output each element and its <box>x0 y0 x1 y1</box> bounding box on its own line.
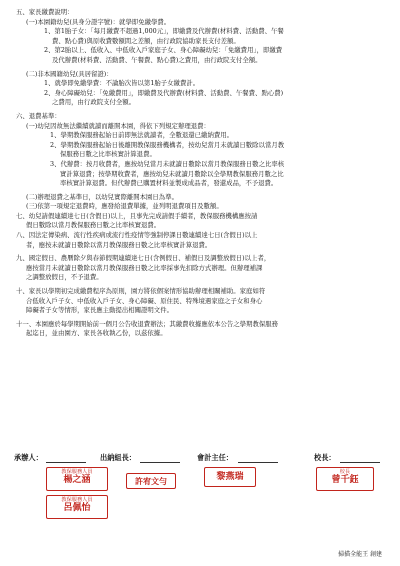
undertaker-second-stamp-title: 教保服務人員 <box>61 497 93 503</box>
document-body <box>14 8 386 339</box>
text-line: 八、因法定傳染病、流行性疾病或流行性疫情等強制停課日數連續達七日(含假日)以上 <box>16 231 258 240</box>
accounting-stamp <box>204 467 256 487</box>
undertaker-stamp <box>46 467 108 491</box>
signature-block <box>0 453 400 533</box>
text-line: 十、家長以學期初完成繳費程序為原則，園方將依個案情形協助辦理相關補助。家庭如符 <box>16 287 266 296</box>
unit-head-signature-line <box>140 462 180 463</box>
principal-stamp-title: 校長 <box>339 469 351 475</box>
text-line: 及代辦費(材料費、活動費、午餐費、點心費)之費用，由行政院支付全額。 <box>52 55 262 64</box>
undertaker-signature-line <box>46 462 86 463</box>
text-line: 之費用，由行政院支付全額。 <box>52 98 136 107</box>
principal-stamp <box>316 467 374 491</box>
text-line: (一)幼兒因故無法繼續就讀而離開本園，得依下列規定辦理退費： <box>26 121 210 130</box>
text-line: 六、退費基準： <box>16 111 61 120</box>
text-line: 2、第2胎以上、低收入、中低收入戶家庭子女、身心障礙幼兒：「免繳費用」，即繳費 <box>44 46 283 55</box>
text-line: 十一、本園應於每學期開始前一個月公告收退費辦法；其繳費收據應依本公告之學期教保服務 <box>16 319 279 328</box>
principal-stamp-name: 曾千鈺 <box>331 475 359 485</box>
unit-head-stamp-name: 許宥文勻 <box>135 476 167 486</box>
text-line: 應按當月未就讀日數除以當月教保服務日數之比率採事先扣除方式辦理。但辦理補課 <box>26 263 263 272</box>
text-line: 障礙者子女等情形，家長應主動提出相關證明文件。 <box>26 306 173 315</box>
accounting-signature-line <box>238 462 278 463</box>
principal-label: 校長： <box>314 453 336 462</box>
text-line: 1、第1胎子女：「每月繳費不超過1,000元」，即繳費及代辦費(材料費、活動費、午餐 <box>44 27 284 36</box>
text-line: 之調整放假日，不予退費。 <box>26 273 103 282</box>
accounting-stamp-name: 黎燕瑞 <box>216 472 244 482</box>
text-line: 1、就學即免繳學費：不論胎次皆以第1胎子女繳費計。 <box>44 79 200 88</box>
text-line: 五、家長繳費說明： <box>16 8 74 16</box>
undertaker-label: 承辦人： <box>14 453 43 462</box>
principal-signature-line <box>340 462 380 463</box>
text-line: 合低收入戶子女、中低收入戶子女、身心障礙、原住民、特殊境遇家庭之子女和身心 <box>26 296 263 305</box>
undertaker-second-stamp <box>46 495 108 519</box>
undertaker-second-stamp-name: 呂佩怡 <box>63 503 91 513</box>
text-line: 保服務日數之比率核實計算退費。 <box>60 150 156 159</box>
text-line: 九、國定假日、農曆除夕與春節假期連續達七日(含例假日、補假日及調整放假日)以上者， <box>16 254 271 263</box>
text-line: 費、點心費)與原收費數額間之差額，由行政院協助家長支付差額。 <box>52 36 240 45</box>
accounting-label: 會計主任： <box>197 453 233 462</box>
text-line: 2、身心障礙幼兒：「免繳費用」，即繳費及代辦費(材料費、活動費、午餐費、點心費) <box>44 88 284 97</box>
text-line: 七、幼兒請假連續達七日(含假日)以上，且事先完成請假手續者，教保服務機構應按請 <box>16 211 258 220</box>
undertaker-stamp-title: 教保服務人員 <box>61 469 93 475</box>
scanner-footer: 掃描全能王 創建 <box>338 551 382 558</box>
undertaker-stamp-name: 楊之涵 <box>63 475 91 485</box>
text-line: (一)本園籍幼兒(具身分證字號)：就學即免繳學費。 <box>26 17 171 26</box>
text-line: 2、學期教保服務起始日後離開教保服務機構者，按幼兒當月未就讀日數除以當月教 <box>50 140 285 149</box>
text-line: (二)非本國籍幼兒(具居留證)： <box>26 69 113 78</box>
text-line: (三)依第一項規定退費時，應發給退費單據，並列明退費項目及數額。 <box>26 202 223 211</box>
text-line: 假日數除以當月教保服務日數之比率核實退費。 <box>26 221 161 230</box>
text-line: 實計算退費；按學期收費者，應按幼兒未就讀月數除以全學期教保服務月數之比 <box>60 169 284 178</box>
text-line: 率核實計算退費。但代辦費已購置材料並製成成品者，發還成品，不予退費。 <box>60 179 278 188</box>
unit-head-label: 出納組長： <box>100 453 136 462</box>
unit-head-stamp <box>126 473 176 489</box>
text-line: 1、學期教保服務起始日前即無法就讀者，全數退還已繳納費用。 <box>50 131 234 140</box>
text-line: (二)辦理退費之基準日，以幼兒實際離開本園日為準。 <box>26 192 178 201</box>
text-line: 起迄日，並由園方、家長各收執乙份，以茲依據。 <box>26 329 167 338</box>
text-line: 3、代辦費：按月收費者，應按幼兒當月未就讀日數除以當月教保服務日數之比率核 <box>50 159 285 168</box>
text-line: 者，應按未就讀日數除以當月教保服務日數之比率核實計算退費。 <box>26 240 212 249</box>
